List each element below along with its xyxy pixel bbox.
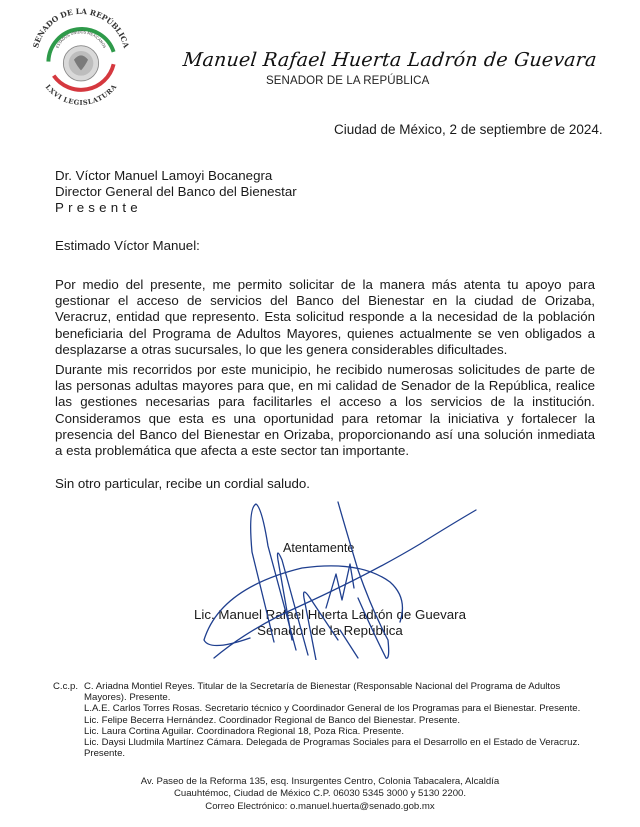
body-paragraph-1: Por medio del presente, me permito solicitar de la manera más atenta tu apoyo para gestionar el acceso de servicios del Banco del Bienestar en la ciudad de Orizaba, Veracruz, entidad que represento. Esta solicitud responde a la necesidad de la población beneficiaria del Programa de Adultos Mayores, quienes actualmente se ven obligados a desplazarse a otras sucursales, lo que les genera considerables dificultades. — [55, 277, 595, 357]
sender-title: SENADOR DE LA REPÚBLICA — [266, 75, 430, 87]
signer-block — [190, 607, 470, 639]
ccp-label: C.c.p. — [53, 681, 79, 692]
ccp-entry: L.A.E. Carlos Torres Rosas. Secretario técnico y Coordinador General de los Programas para el Bienestar. Presente. — [84, 703, 581, 715]
seal-outer-text: SENADO DE LA REPÚBLICA — [31, 6, 131, 50]
seal-inner-text: ESTADOS UNIDOS MEXICANOS — [54, 29, 108, 49]
closing-line: Sin otro particular, recibe un cordial saludo. — [55, 476, 310, 491]
ccp-entry: C. Ariadna Montiel Reyes. Titular de la Secretaría de Bienestar (Responsable Nacional del Programa de Adultos Mayores). Presente. — [84, 681, 561, 704]
footer-address-line-1: Av. Paseo de la Reforma 135, esq. Insurgentes Centro, Colonia Tabacalera, Alcaldía — [140, 776, 500, 787]
ccp-entry: Lic. Felipe Becerra Hernández. Coordinador Regional de Banco del Bienestar. Presente. — [84, 714, 460, 726]
addressee-name: Dr. Víctor Manuel Lamoyi Bocanegra — [55, 168, 273, 183]
body-paragraph-2: Durante mis recorridos por este municipio, he recibido numerosas solicitudes de parte de las personas adultas mayores para que, en mi calidad de Senador de la República, realice las gestiones necesarias para facilitarles el acceso a los servicios de la institución. Consideramos que esta es una oportunidad para retomar la iniciativa y fortalecer la presencia del Banco del Bienestar en Orizaba, proporcionando así una solución inmediata a esta problemática que afecta a este sector tan importante. — [55, 362, 595, 459]
addressee-presente: Presente — [55, 200, 142, 216]
seal-bottom-text: LXVI LEGISLATURA — [43, 83, 119, 107]
footer-email[interactable]: Correo Electrónico: o.manuel.huerta@senado.gob.mx — [205, 800, 435, 812]
sign-off: Atentamente — [283, 541, 355, 555]
ccp-list — [84, 681, 604, 759]
dateline: Ciudad de México, 2 de septiembre de 2024. — [334, 122, 603, 137]
footer-address-line-2: Cuauhtémoc, Ciudad de México C.P. 06030 5345 3000 y 5130 2200. — [173, 788, 467, 800]
senate-seal-logo — [27, 6, 135, 110]
addressee-block — [55, 168, 297, 217]
signer-title: Senador de la República — [257, 623, 403, 638]
addressee-position: Director General del Banco del Bienestar — [55, 184, 297, 200]
greeting: Estimado Víctor Manuel: — [55, 238, 200, 253]
ccp-entry: Lic. Daysi Lludmila Martínez Cámara. Delegada de Programas Sociales para el Desarrollo en el Estado de Veracruz. Presente. — [84, 737, 580, 760]
signer-name: Lic. Manuel Rafael Huerta Ladrón de Guevara — [193, 607, 466, 622]
footer-address — [100, 776, 540, 813]
ccp-entry: Lic. Laura Cortina Aguilar. Coordinadora Regional 18, Poza Rica. Presente. — [84, 725, 404, 737]
sender-script-name: Manuel Rafael Huerta Ladrón de Guevara — [181, 49, 598, 71]
